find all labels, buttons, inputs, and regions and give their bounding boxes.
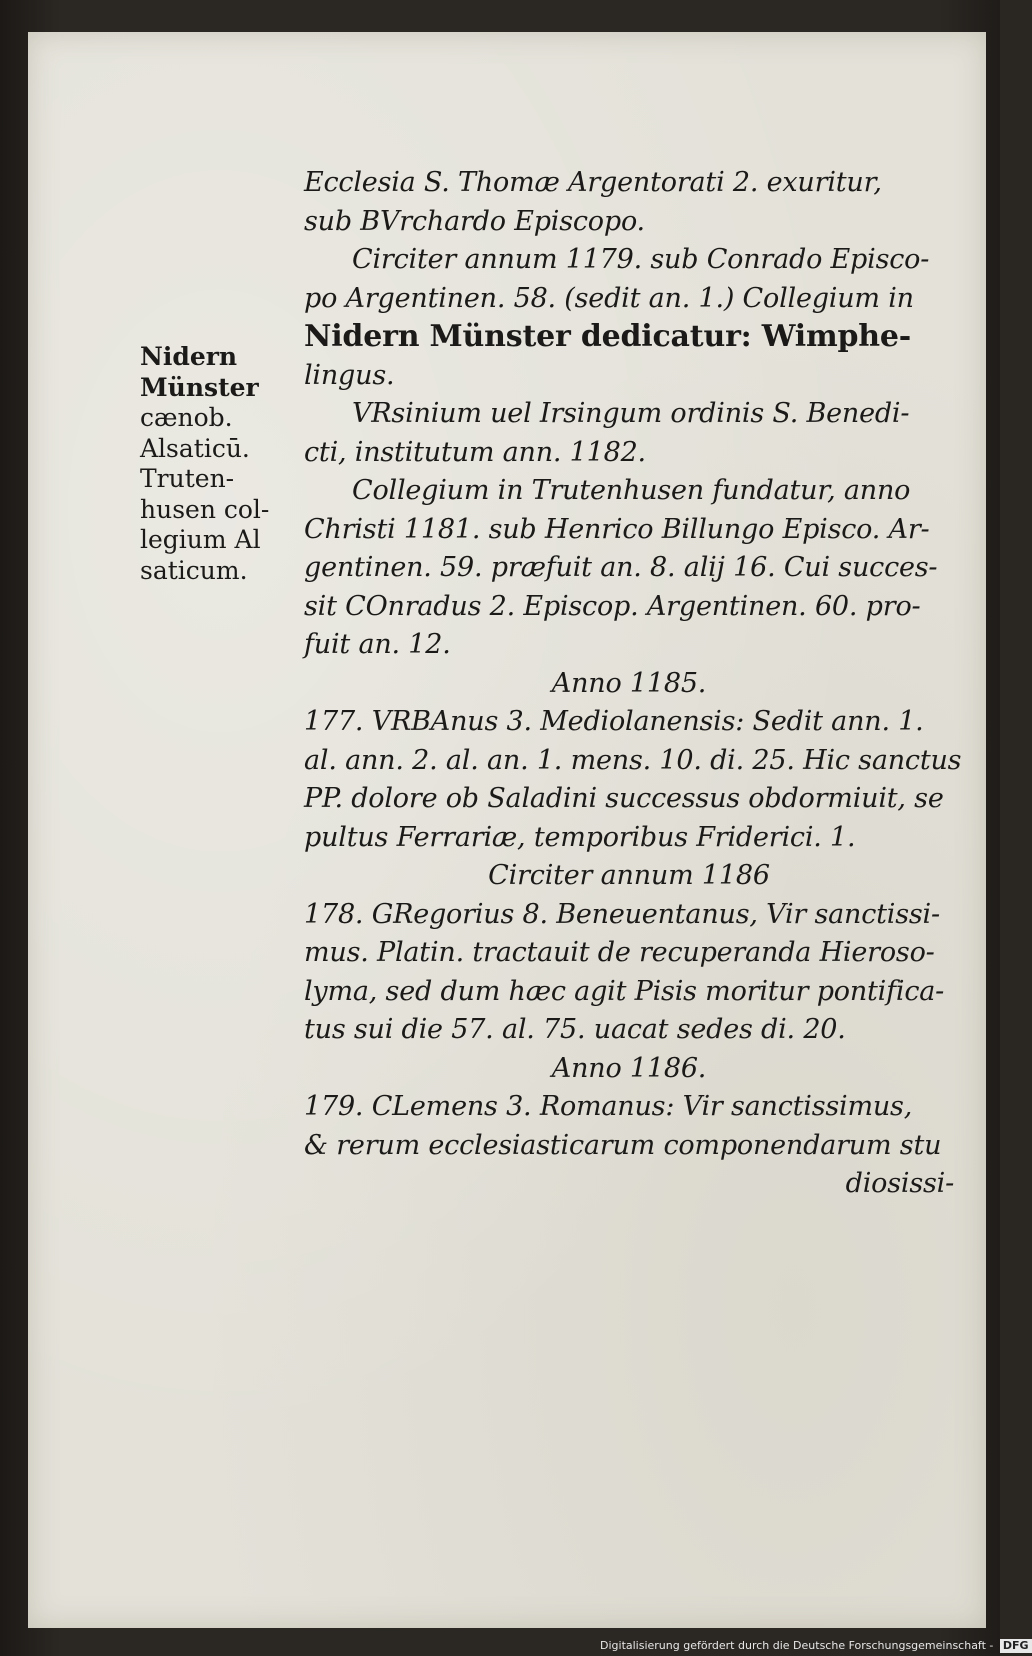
section-heading: Circiter annum 1186 [488,860,770,891]
catchword: diosissi- [845,1168,954,1199]
text-line: al. ann. 2. al. an. 1. mens. 10. di. 25. Hic sanctus [304,744,962,776]
text-line: Christi 1181. sub Henrico Billungo Episco. Ar- [304,513,930,545]
margin-line: saticum. [140,555,248,585]
text-line: Circiter annum 1179. sub Conrado Episco- [352,244,930,275]
margin-line: cænob. [140,403,233,432]
margin-line: husen col- [140,494,270,524]
section-heading: Anno 1186. [551,1052,707,1084]
text-line: VRsinium uel Irsingum ordinis S. Benedi- [352,398,910,429]
text-line: mus. Platin. tractauit de recuperanda Hieroso- [304,937,935,968]
margin-line: Alsaticū. [140,433,250,463]
text-line: & rerum ecclesiasticarum componendarum stu [304,1129,942,1161]
text-line: Collegium in Trutenhusen fundatur, anno [352,475,911,506]
text-line: cti, institutum ann. 1182. [304,436,646,468]
digitization-credit [600,1636,1029,1656]
margin-line: Münster [140,372,259,402]
text-line: 178. GRegorius 8. Beneuentanus, Vir sanctissi- [304,898,940,930]
margin-notes [140,342,300,586]
text-line: sit COnradus 2. Episcop. Argentinen. 60. pro- [304,590,921,622]
text-line: gentinen. 59. præfuit an. 8. alij 16. Cui succes- [304,552,938,583]
text-line: sub BVrchardo Episcopo. [304,205,645,237]
margin-line: Truten- [140,464,235,493]
credit-text: Digitalisierung gefördert durch die Deutsche Forschungsgemeinschaft - [600,1639,994,1652]
text-line: 179. CLemens 3. Romanus: Vir sanctissimus, [304,1091,913,1122]
margin-line: Nidern [140,342,238,371]
text-line: fuit an. 12. [304,629,451,660]
text-line: Nidern Münster dedicatur: Wimphe- [304,319,912,354]
text-line: lingus. [304,359,395,391]
text-line: tus sui die 57. al. 75. uacat sedes di. 20. [304,1014,846,1045]
text-line: PP. dolore ob Saladini successus obdormiuit, se [304,783,944,814]
text-line: 177. VRBAnus 3. Mediolanensis: Sedit ann. 1. [304,706,924,737]
margin-line: legium Al [140,525,261,554]
dfg-logo: DFG [1000,1639,1032,1653]
section-heading: Anno 1185. [551,667,707,699]
text-line: Ecclesia S. Thomæ Argentorati 2. exuritur, [304,167,882,198]
text-line: po Argentinen. 58. (sedit an. 1.) Collegium in [304,282,914,314]
main-text-column [304,164,962,1204]
text-line: pultus Ferrariæ, temporibus Friderici. 1. [304,821,856,853]
text-line: lyma, sed dum hæc agit Pisis moritur pontifica- [304,975,945,1007]
